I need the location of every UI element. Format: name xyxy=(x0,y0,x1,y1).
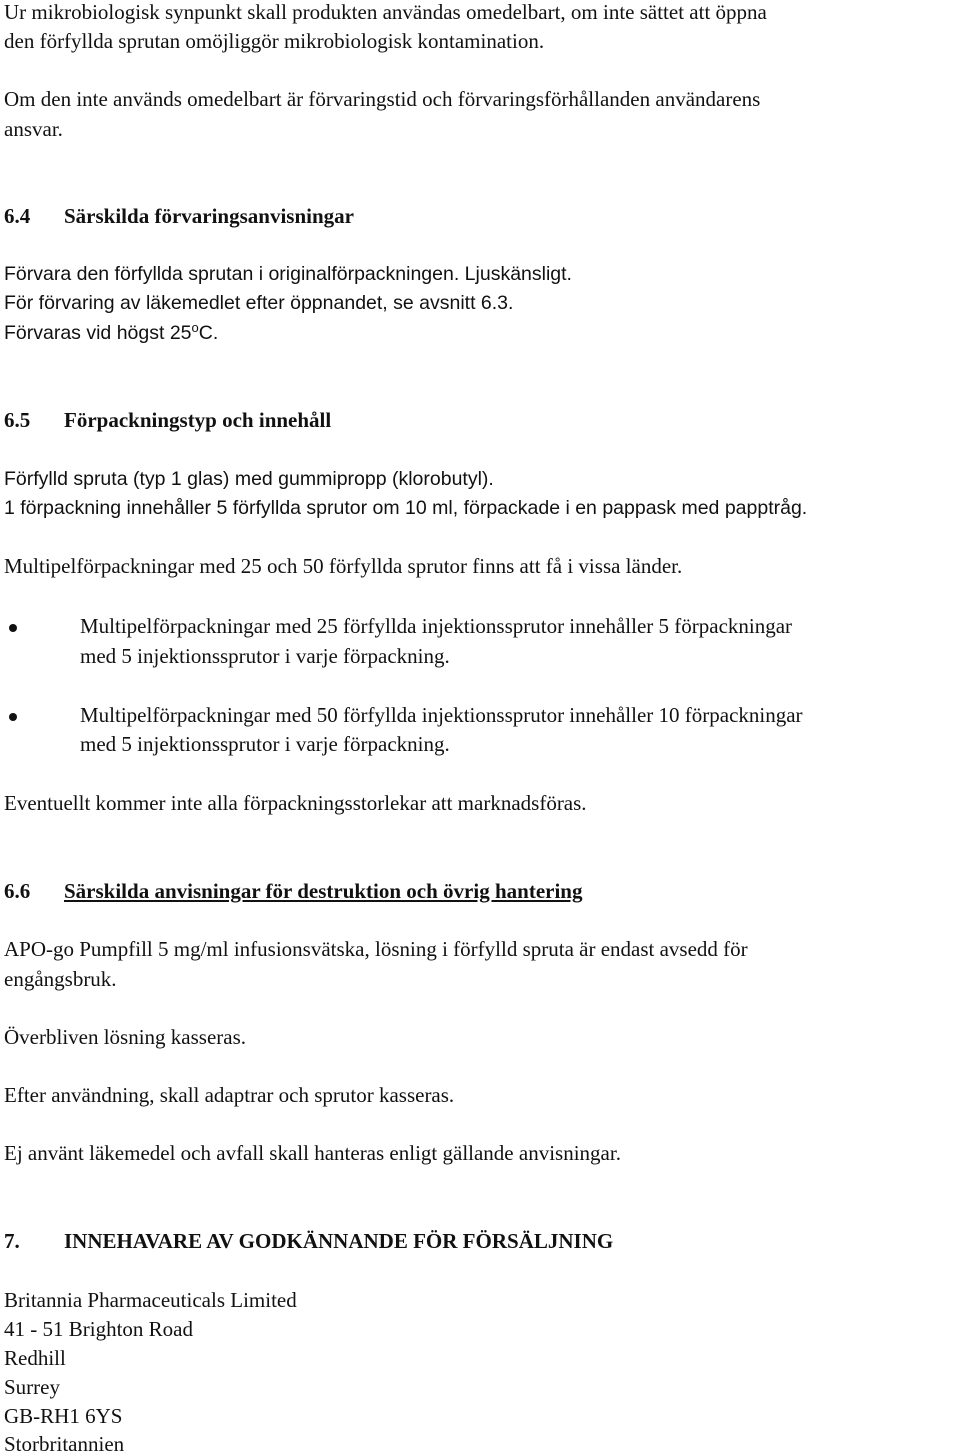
intro-paragraph-2-line-2: ansvar. xyxy=(4,117,63,141)
section-6-4-heading xyxy=(4,204,354,228)
intro-paragraph-1-line-1: Ur mikrobiologisk synpunkt skall produkten användas omedelbart, om inte sättet att öppna xyxy=(4,0,767,24)
section-6-6-p2: Överbliven lösning kasseras. xyxy=(4,1025,247,1049)
degree-sup: o xyxy=(191,320,199,335)
address-line-3: Redhill xyxy=(4,1346,66,1370)
section-6-6-heading xyxy=(4,879,582,903)
section-6-6-p4: Ej använt läkemedel och avfall skall hanteras enligt gällande anvisningar. xyxy=(4,1141,621,1165)
section-6-6-p1-line-2: engångsbruk. xyxy=(4,967,117,991)
section-6-5-line-2: 1 förpackning innehåller 5 förfyllda sprutor om 10 ml, förpackade i en pappask med papptråg. xyxy=(4,497,808,519)
bullet-2-line-1: Multipelförpackningar med 50 förfyllda injektionssprutor innehåller 10 förpackningar xyxy=(80,703,803,727)
section-title: Förpackningstyp och innehåll xyxy=(64,408,332,432)
section-title: Särskilda förvaringsanvisningar xyxy=(64,204,354,228)
section-number: 6.6 xyxy=(4,879,31,903)
section-number: 6.4 xyxy=(4,204,31,228)
intro-paragraph-1-line-2: den förfyllda sprutan omöjliggör mikrobiologisk kontamination. xyxy=(4,29,545,53)
storage-suffix: C. xyxy=(198,322,219,344)
storage-prefix: Förvaras vid högst 25 xyxy=(4,322,192,344)
address-line-2: 41 - 51 Brighton Road xyxy=(4,1317,193,1341)
intro-paragraph-2-line-1: Om den inte används omedelbart är förvaringstid och förvaringsförhållanden användarens xyxy=(4,87,761,111)
bullet-2-line-2: med 5 injektionssprutor i varje förpackning. xyxy=(80,732,450,756)
bullet-1-line-1: Multipelförpackningar med 25 förfyllda injektionssprutor innehåller 5 förpackningar xyxy=(80,614,793,638)
section-title: Särskilda anvisningar för destruktion och övrig hantering xyxy=(64,879,583,903)
bullet-dot xyxy=(9,624,17,632)
section-6-4-line-2: För förvaring av läkemedlet efter öppnandet, se avsnitt 6.3. xyxy=(4,292,514,314)
address-line-4: Surrey xyxy=(4,1375,60,1399)
section-7-heading xyxy=(4,1229,613,1253)
section-title: INNEHAVARE AV GODKÄNNANDE FÖR FÖRSÄLJNING xyxy=(64,1229,614,1253)
address-line-6: Storbritannien xyxy=(4,1432,125,1456)
section-6-5-heading xyxy=(4,408,331,432)
section-6-5-line-4: Eventuellt kommer inte alla förpackningsstorlekar att marknadsföras. xyxy=(4,791,587,815)
bullet-dot xyxy=(9,713,17,721)
section-number: 7. xyxy=(4,1229,20,1253)
section-6-6-p3: Efter användning, skall adaptrar och sprutor kasseras. xyxy=(4,1083,455,1107)
section-number: 6.5 xyxy=(4,408,31,432)
section-6-6-p1-line-1: APO-go Pumpfill 5 mg/ml infusionsvätska, lösning i förfylld spruta är endast avsedd för xyxy=(4,937,748,961)
bullet-1-line-2: med 5 injektionssprutor i varje förpackning. xyxy=(80,644,450,668)
storage-temperature xyxy=(4,321,218,345)
section-6-4-line-1: Förvara den förfyllda sprutan i originalförpackningen. Ljuskänsligt. xyxy=(4,263,572,285)
section-6-5-line-1: Förfylld spruta (typ 1 glas) med gummipropp (klorobutyl). xyxy=(4,468,494,490)
section-6-5-line-3: Multipelförpackningar med 25 och 50 förfyllda sprutor finns att få i vissa länder. xyxy=(4,554,683,578)
address-line-5: GB-RH1 6YS xyxy=(4,1404,123,1428)
address-line-1: Britannia Pharmaceuticals Limited xyxy=(4,1288,297,1312)
